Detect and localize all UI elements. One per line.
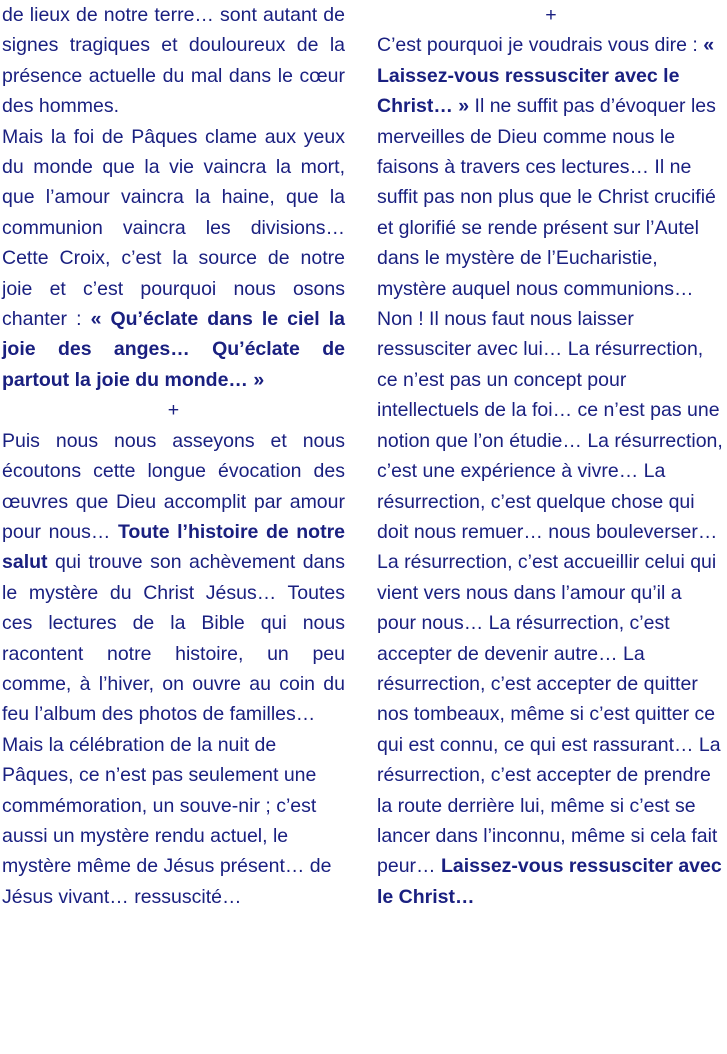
closing-laissez-vous-ressusciter: Laissez-vous ressusciter avec le Christ… bbox=[377, 855, 722, 908]
paragraph-puis-nous-asseyons-text-2: qui trouve son achèvement dans le mystère du Christ Jésus… Toutes ces lectures de la Bible qui nous racontent notre histoire, un peu comme, à l’hiver, on ouvre au coin du feu l’album des photos de familles… bbox=[2, 551, 345, 726]
right-text-column bbox=[349, 0, 727, 912]
paragraph-lieux bbox=[2, 0, 345, 122]
quote-laissez-vous-ressusciter: « Laissez-vous ressusciter avec le Christ… » bbox=[377, 34, 715, 118]
emphasis-toute-lhistoire-de-notre-salut: Toute l’histoire de notre salut bbox=[2, 520, 346, 574]
paragraph-cest-pourquoi bbox=[377, 30, 725, 912]
paragraph-puis-nous-asseyons-text-1: Puis nous nous asseyons et nous écoutons cette longue évocation des œuvres que Dieu accomplit par amour pour nous… bbox=[2, 429, 345, 543]
paragraph-lieux-text: de lieux de notre terre… sont autant de signes tragiques et douloureux de la présence actuelle du mal dans le cœur des hommes. bbox=[2, 4, 345, 118]
left-text-column bbox=[0, 0, 349, 912]
paragraph-cest-pourquoi-text-1: C’est pourquoi je voudrais vous dire : bbox=[377, 34, 704, 57]
separator-cross-right bbox=[377, 0, 725, 30]
paragraph-puis-nous-asseyons bbox=[2, 426, 345, 730]
separator-cross-left-glyph: + bbox=[167, 399, 180, 422]
paragraph-celebration-nuit bbox=[2, 730, 345, 912]
separator-cross-left bbox=[2, 395, 345, 425]
paragraph-celebration-nuit-text: Mais la célébration de la nuit de Pâques, ce n’est pas seulement une commémoration, un souve-nir ; c’est aussi un mystère rendu actuel, le mystère même de Jésus présent… de Jésus vivant… ressuscité… bbox=[2, 733, 332, 908]
paragraph-cest-pourquoi-text-2: Il ne suffit pas d’évoquer les merveilles de Dieu comme nous le faisons à travers ces lectures… Il ne suffit pas non plus que le Christ crucifié et glorifié se rende présent sur l’Autel dans le mystère de l’Eucharistie, mystère auquel nous communions… Non ! Il nous faut nous laisser ressusciter avec lui… La résurrection, ce n’est pas un concept pour intellectuels de la foi… ce n’est pas une notion que l’on étudie… La résurrection, c’est une expérience à vivre… La résurrection, c’est quelque chose qui doit nous remuer… nous bouleverser… La résurrection, c’est accueillir celui qui vient vers nous dans l’amour qu’il a pour nous… La résurrection, c’est accepter de devenir autre… La résurrection, c’est accepter de quitter nos tombeaux, même si c’est quitter ce qui est connu, ce qui est rassurant… La résurrection, c’est accepter de prendre la route derrière lui, même si c’est se lancer dans l’inconnu, même si cela fait peur… bbox=[377, 95, 723, 878]
paragraph-foi-de-paques-text: Mais la foi de Pâques clame aux yeux du monde que la vie vaincra la mort, que l’amour vaincra la haine, que la communion vaincra les divisions… Cette Croix, c’est la source de notre joie et c’est pourquoi nous osons chanter : bbox=[2, 125, 345, 331]
quote-queclate-dans-le-ciel: « Qu’éclate dans le ciel la joie des anges… Qu’éclate de partout la joie du monde… » bbox=[2, 308, 345, 391]
paragraph-foi-de-paques bbox=[2, 122, 345, 396]
separator-cross-right-glyph: + bbox=[545, 4, 557, 26]
